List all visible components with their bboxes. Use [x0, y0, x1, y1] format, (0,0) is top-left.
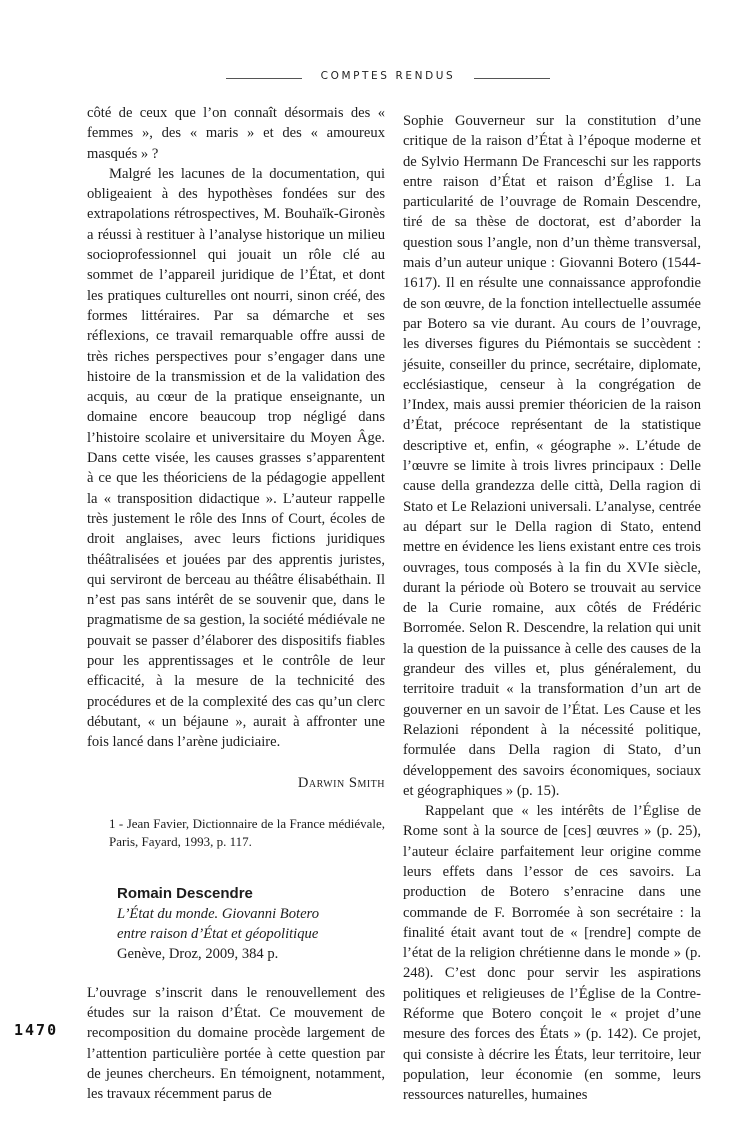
paragraph: Rappelant que « les intérêts de l’Église de Rome sont à la source de [ces] œuvres » (p. 25), l’auteur éclaire parfaitement leur origine comme leurs effets dans l’essor de ces savoirs. La production de Botero s’enracine dans une commande de F. Borromée à son secrétaire : la finalité était avant tout de « [rendre] compte de l’état de la religion chrétienne dans le monde » (p. 248). C’est donc pour servir les aspirations politiques et religieuses de l’Église de la Contre-Réforme que Botero conçoit le « projet d’une mesure des forces des États » (p. 142). Ce projet, qui consiste à décrire les États, leur territoire, leur population, leur économie (en somme, leurs ressources naturelles, humaines — [403, 803, 701, 1104]
header-rule-left — [226, 78, 302, 79]
review-book-publication: Genève, Droz, 2009, 384 p. — [117, 946, 279, 963]
review-book-title-line2: entre raison d’État et géopolitique — [117, 926, 319, 943]
running-header — [0, 70, 754, 86]
paragraph: L’ouvrage s’inscrit dans le renouvellement des études sur la raison d’État. Ce mouvement de recomposition du domaine procède largement de l’attention particulière portée à cette question par de jeunes chercheurs. En témoignent, notamment, les travaux récemment parus de — [87, 984, 385, 1103]
review-signature: Darwin Smith — [297, 774, 385, 791]
review-heading — [87, 884, 385, 965]
running-title: COMPTES RENDUS — [320, 70, 456, 82]
right-column — [403, 111, 701, 1106]
review-body — [87, 983, 385, 1105]
left-column — [87, 103, 385, 1104]
page-number: 1470 — [14, 1021, 59, 1039]
paragraph: Sophie Gouverneur sur la constitution d’une critique de la raison d’État à l’époque moderne et de Sylvio Hermann De Franceschi sur les rapports entre raison d’État et raison d’Église 1. La particularité de l’ouvrage de Romain Descendre, tiré de sa thèse de doctorat, est d’aborder la question sous l’angle, non d’un thème transversal, mais d’un auteur unique : Giovanni Botero (1544-1617). Il en résulte une connaissance approfondie de son œuvre, de la fonction intellectuelle assumée par Botero sa vie durant. Au cours de l’ouvrage, les diverses figures du Piémontais se succèdent : jésuite, conseiller du prince, secrétaire, diplomate, ecclésiastique, censeur à la congrégation de l’Index, mais aussi premier théoricien de la raison d’État, précoce représentant de la statistique descriptive et, enfin, « géographe ». L’étude de l’œuvre se limite à trois livres principaux : Delle cause della grandezza delle città, Della ragion di Stato et Le Relazioni universali. L’analyse, centrée au départ sur le Della ragion di Stato, entend mettre en évidence les liens existant entre ces trois ouvrages, tous composés à la fin du XVIe siècle, durant la période où Botero se trouvait au service de la Curie romaine, aux côtés de Frédéric Borromée. Selon R. Descendre, la relation qui unit la question de la puissance à celle des causes de la grandeur des villes et, plus généralement, du territoire traduit « la transformation d’un art de gouverner en un savoir de l’État. Les Cause et les Relazioni répondent à la nécessité politique, formulée dans Della ragion di Stato, d’un développement des savoirs économiques, sociaux et géographiques » (p. 15). — [403, 113, 701, 799]
review-book-title-line1: L’État du monde. Giovanni Botero — [117, 905, 319, 922]
paragraph: côté de ceux que l’on connaît désormais des « femmes », des « maris » et des « amoureux masqués » ? — [87, 105, 385, 162]
review-book-author: Romain Descendre — [117, 884, 253, 902]
paragraph: Malgré les lacunes de la documentation, qui obligeaient à des hypothèses fondées sur des extrapolations rétrospectives, M. Bouhaïk-Gironès a réussi à restituer à l’analyse historique un milieu socioprofessionnel qui jouait un rôle clé au sommet de l’appareil juridique de l’État, et dont les pratiques culturelles ont nourri, sinon créé, des formes littéraires. Par sa démarche et ses réflexions, ce travail remarquable offre aussi de très riches perspectives pour s’engager dans une histoire de la transmission et de la validation des acquis, au cœur de la pratique enseignante, un domaine encore beaucoup trop négligé dans l’histoire scolaire et universitaire du Moyen Âge. Dans cette visée, les causes grasses s’apparentent à ce que les théoriciens de la pédagogie appellent la « transposition didactique ». L’auteur rappelle très justement le rôle des Inns of Court, écoles de droit anglaises, avec leurs fictions juridiques théâtralisées et jouées par des apprentis juristes, qui serviront de berceau au théâtre élisabéthain. Il n’est pas sans intérêt de se souvenir que, dans le pragmatisme de sa gestion, la société médiévale ne pouvait se passer d’élaborer des dispositifs fiables pour les apprentissages et le contrôle de leur efficacité, à la mesure de la technicité des procédures et de la complexité des cas qu’un clerc débutant, « un béjaune », aurait à affronter une fois lancé dans l’arène judiciaire. — [87, 165, 385, 751]
footnote: 1 - Jean Favier, Dictionnaire de la France médiévale, Paris, Fayard, 1993, p. 117. — [109, 815, 385, 850]
header-rule-right — [474, 78, 550, 79]
